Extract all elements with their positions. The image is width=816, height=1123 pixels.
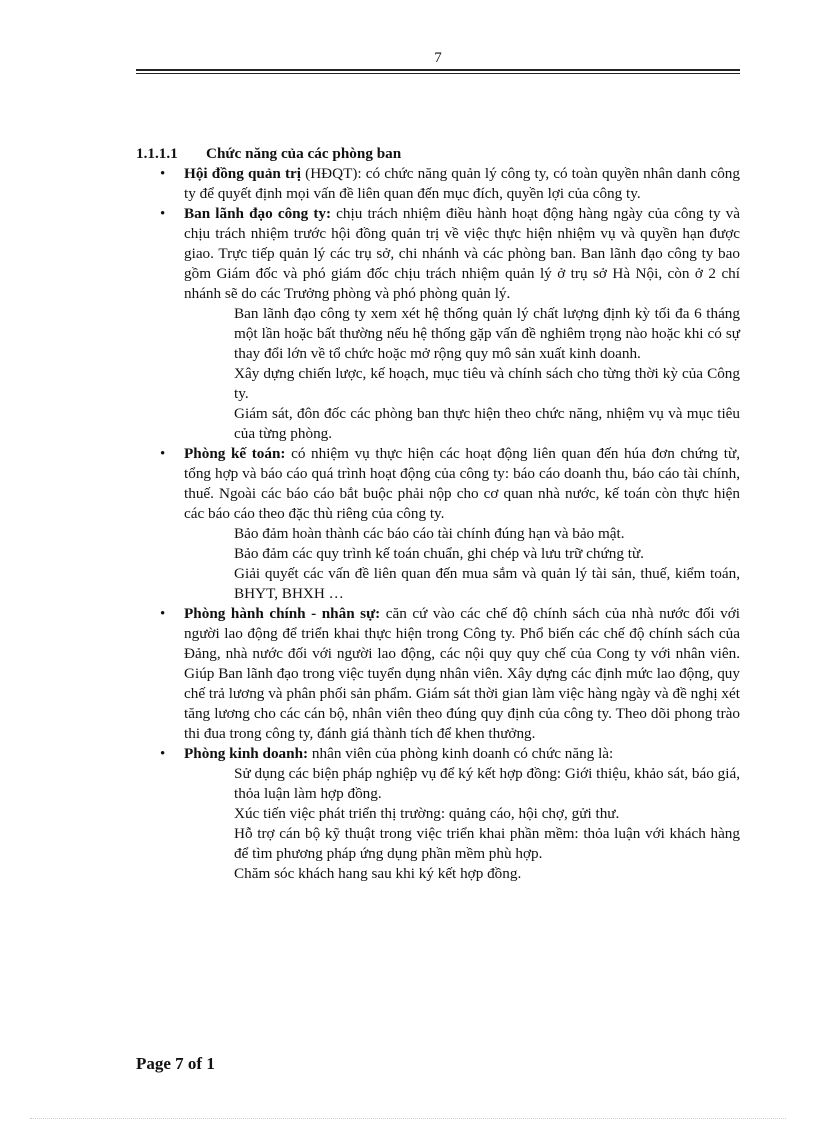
department-item — [136, 164, 740, 204]
department-text: có nhiệm vụ thực hiện các hoạt động liên quan đến húa đơn chứng từ, tổng hợp và báo cáo quá trình hoạt động của công ty: báo cáo doanh thu, báo cáo tài chính, thuế. Ngoài các báo cáo bắt buộc phải nộp cho cơ quan nhà nước, kế toán còn thực hiện các báo cáo theo đặc thù riêng của công ty. — [184, 445, 740, 522]
page-footer: Page 7 of 1 — [136, 1054, 215, 1073]
page-bottom-border — [30, 1118, 786, 1119]
bullet-icon: • — [160, 746, 166, 762]
department-description — [184, 164, 740, 204]
department-name: Hội đồng quản trị — [184, 165, 302, 182]
document-body — [136, 144, 740, 884]
duty-item: Bảo đảm các quy trình kế toán chuẩn, ghi chép và lưu trữ chứng từ. — [234, 545, 644, 562]
department-name: Phòng kinh doanh: — [184, 745, 309, 762]
department-text: chịu trách nhiệm điều hành hoạt động hàng ngày của công ty và chịu trách nhiệm trước hội đồng quản trị về việc thực hiện nhiệm vụ và quyền hạn được giao. Trực tiếp quản lý các trụ sở, chi nhánh và các phòng ban. Ban lãnh đạo công ty bao gồm Giám đốc và phó giám đốc chịu trách nhiệm quản lý ở trụ sở Hà Nội, còn ở 2 chí nhánh sẽ do các Trưởng phòng và phó phòng quản lý. — [184, 205, 740, 302]
bullet-icon: • — [160, 446, 166, 462]
department-description — [184, 604, 740, 744]
section-title: Chức năng của các phòng ban — [206, 145, 402, 162]
department-item — [136, 204, 740, 444]
section-number: 1.1.1.1 — [136, 145, 178, 162]
duty-item: Giải quyết các vấn đề liên quan đến mua sắm và quản lý tài sản, thuế, kiểm toán, BHYT, BHXH … — [234, 565, 740, 602]
department-text: (HĐQT): có chức năng quản lý công ty, có toàn quyền nhân danh công ty để quyết định mọi vấn đề liên quan đến mục đích, quyền lợi của công ty. — [184, 165, 740, 202]
department-name: Ban lãnh đạo công ty: — [184, 205, 332, 222]
department-name: Phòng hành chính - nhân sự: — [184, 605, 381, 622]
department-list — [136, 164, 740, 884]
duty-item: Sử dụng các biện pháp nghiệp vụ để ký kết hợp đồng: Giới thiệu, khảo sát, báo giá, thỏa luận làm hợp đồng. — [234, 765, 740, 802]
department-description — [184, 444, 740, 524]
department-text: nhân viên của phòng kinh doanh có chức năng là: — [308, 745, 614, 762]
department-description — [184, 204, 740, 304]
department-text: căn cứ vào các chế độ chính sách của nhà nước đối với người lao động để triển khai thực hiện trong Công ty. Phổ biến các chế độ chính sách của Đảng, nhà nước đối với người lao động, các nội quy quy chế của Cong ty với nhân viên. Giúp Ban lãnh đạo trong việc tuyển dụng nhân viên. Xây dựng các định mức lao động, quy chế trả lương và phân phối sản phẩm. Giám sát thời gian làm việc hàng ngày và đề nghị xét tăng lương cho các cán bộ, nhân viên theo đúng quy định của công ty. Theo dõi phong trào thi đua trong công ty, đánh giá thành tích để khen thưởng. — [184, 605, 740, 742]
department-name: Phòng kế toán: — [184, 445, 286, 462]
section-heading — [136, 144, 740, 164]
duty-item: Giám sát, đôn đốc các phòng ban thực hiện theo chức năng, nhiệm vụ và mục tiêu của từng phòng. — [234, 405, 740, 442]
duty-item: Xúc tiến việc phát triển thị trường: quảng cáo, hội chợ, gửi thư. — [234, 805, 620, 822]
bullet-icon: • — [160, 206, 166, 222]
department-item — [136, 744, 740, 884]
department-item — [136, 444, 740, 604]
bullet-icon: • — [160, 166, 166, 182]
bullet-icon: • — [160, 606, 166, 622]
page-number: 7 — [434, 50, 442, 66]
header-rule — [136, 69, 740, 74]
department-description — [184, 744, 740, 764]
duty-item: Hỗ trợ cán bộ kỹ thuật trong việc triển khai phần mềm: thỏa luận với khách hàng để tìm phương pháp ứng dụng phần mềm phù hợp. — [234, 825, 740, 862]
duty-item: Chăm sóc khách hang sau khi ký kết hợp đồng. — [234, 865, 522, 882]
duty-item: Xây dựng chiến lược, kế hoạch, mục tiêu và chính sách cho từng thời kỳ của Công ty. — [234, 365, 740, 402]
duty-item: Ban lãnh đạo công ty xem xét hệ thống quản lý chất lượng định kỳ tối đa 6 tháng một lần hoặc bất thường nếu hệ thống gặp vấn đề nghiêm trọng nào hoặc khi có sự thay đổi lớn về tổ chức hoặc mở rộng quy mô sản xuất kinh doanh. — [234, 305, 740, 362]
duty-item: Bảo đảm hoàn thành các báo cáo tài chính đúng hạn và bảo mật. — [234, 525, 625, 542]
department-item — [136, 604, 740, 744]
